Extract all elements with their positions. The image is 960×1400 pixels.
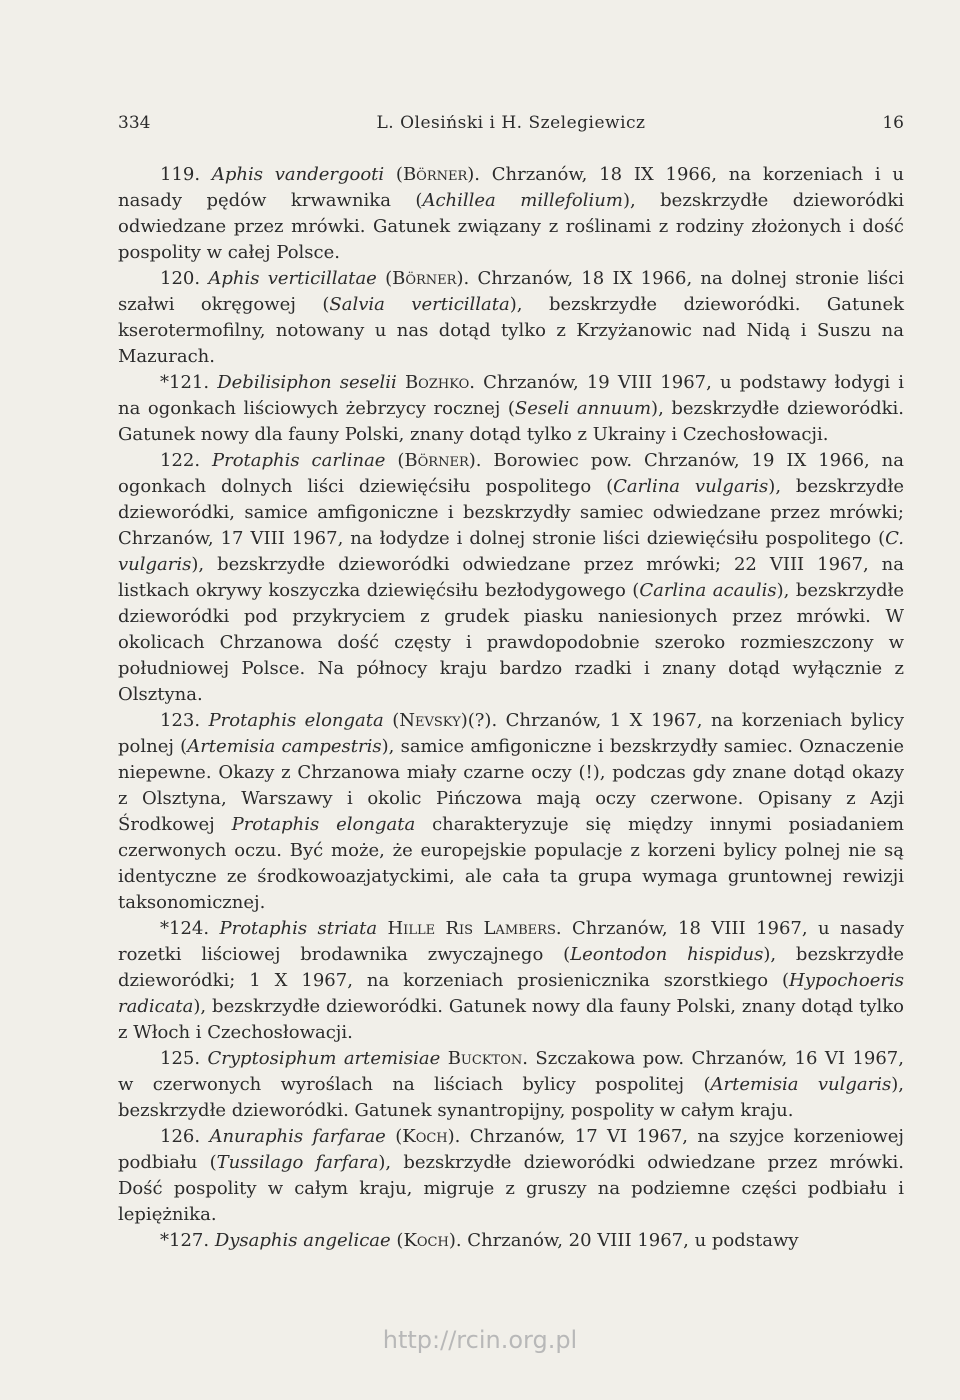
author-name: Börner: [402, 164, 468, 185]
text-run: )(?). Chrzanów, 1 X 1967, na korzeniach bylicy polnej (: [118, 710, 904, 757]
author-name: Koch: [403, 1230, 449, 1251]
text-run: ), samice amfigoniczne i bezskrzydły samiec. Oznaczenie niepewne. Okazy z Chrzanowa miały czarne oczy (!), podczas gdy znane dotąd okazy z Olsztyna, Warszawy i okolic Pińczowa mają oczy czerwone. Opisany z Azji Środkowej: [118, 736, 904, 835]
species-name: C. vulgaris: [118, 528, 904, 575]
text-run: 120.: [160, 268, 209, 289]
species-name: Protaphis carlinae: [212, 450, 386, 471]
entry-paragraph-124: [118, 916, 904, 1046]
entry-paragraph-126: [118, 1124, 904, 1228]
species-name: Achillea millefolium: [422, 190, 623, 211]
text-run: ), bezskrzydłe dzieworódki; 1 X 1967, na korzeniach prosienicznika szorstkiego (: [118, 944, 904, 991]
text-run: (: [383, 710, 400, 731]
text-run: ), bezskrzydłe dzieworódki. Gatunek nowy dla fauny Polski, znany dotąd tylko z Ukrainy i Czechosłowacji.: [118, 398, 904, 445]
text-run: ), bezskrzydłe dzieworódki pod przykryciem z grudek piasku naniesionych przez mrówki. W okolicach Chrzanowa dość częsty i prawdopodobnie szeroko rozmieszczony w południowej Polsce. Na północy kraju bardzo rzadki i znany dotąd wyłącznie z Olsztyna.: [118, 580, 904, 705]
author-name: Nevsky: [399, 710, 461, 731]
species-name: Artemisia vulgaris: [710, 1074, 892, 1095]
author-name: Koch: [402, 1126, 448, 1147]
species-name: Carlina vulgaris: [613, 476, 769, 497]
text-run: ), bezskrzydłe dzieworódki odwiedzane przez mrówki; 22 VIII 1967, na listkach okrywy koszyczka dziewięćsiłu bezłodygowego (: [118, 554, 904, 601]
text-run: 119.: [160, 164, 212, 185]
species-name: Debilisiphon seselii: [217, 372, 397, 393]
text-run: (: [385, 1126, 403, 1147]
author-name: Buckton: [447, 1048, 523, 1069]
text-run: (: [390, 1230, 404, 1251]
text-run: ). Chrzanów, 20 VIII 1967, u podstawy: [448, 1230, 799, 1251]
author-name: Hille Ris Lambers: [387, 918, 556, 939]
text-run: *127.: [160, 1230, 215, 1251]
text-run: (: [384, 164, 403, 185]
entry-paragraph-120: [118, 266, 904, 370]
species-name: Tussilago farfara: [216, 1152, 379, 1173]
page-header: [118, 111, 904, 135]
text-run: 123.: [160, 710, 209, 731]
text-run: ). Chrzanów, 18 IX 1966, na dolnej stronie liści szałwi okręgowej (: [118, 268, 904, 315]
text-run: charakteryzuje się między innymi posiadaniem czerwonych oczu. Być może, że europejskie populacje z korzeni bylicy polnej nie są identyczne ze środkowoazjatyckimi, ale cała ta grupa wymaga gruntownej rewizji taksonomicznej.: [118, 814, 904, 913]
species-name: Anuraphis farfarae: [209, 1126, 386, 1147]
species-name: Aphis vandergooti: [211, 164, 385, 185]
text-run: [377, 918, 387, 939]
entry-paragraph-123: [118, 708, 904, 916]
text-run: . Chrzanów, 19 VIII 1967, u podstawy łodygi i na ogonkach liściowych żebrzycy rocznej (: [118, 372, 904, 419]
text-run: ), bezskrzydłe dzieworódki, samice amfigoniczne i bezskrzydły samiec odwiedzane przez mrówki; Chrzanów, 17 VIII 1967, na łodydze i dolnej stronie liści dziewięćsiłu pospolitego (: [118, 476, 904, 549]
entry-paragraph-127: [118, 1228, 904, 1254]
text-run: ), bezskrzydłe dzieworódki odwiedzane przez mrówki. Gatunek związany z roślinami z rodziny złożonych i dość pospolity w całej Polsce.: [118, 190, 905, 263]
text-run: (: [376, 268, 393, 289]
species-name: Seseli annuum: [514, 398, 652, 419]
entry-paragraph-119: [118, 162, 904, 266]
entry-paragraph-125: [118, 1046, 904, 1124]
section-number: 16: [882, 113, 904, 133]
text-run: *124.: [160, 918, 220, 939]
species-name: Salvia verticillata: [329, 294, 510, 315]
text-run: . Chrzanów, 18 VIII 1967, u nasady rozetki liściowej brodawnika zwyczajnego (: [118, 918, 904, 965]
text-run: ). Chrzanów, 18 IX 1966, na korzeniach i u nasady pędów krwawnika (: [118, 164, 904, 211]
text-run: 122.: [160, 450, 212, 471]
author-name: Bozhko: [404, 372, 470, 393]
text-run: ). Chrzanów, 17 VI 1967, na szyjce korzeniowej podbiału (: [118, 1126, 904, 1173]
text-run: 125.: [160, 1048, 208, 1069]
species-name: Carlina acaulis: [639, 580, 777, 601]
species-name: Cryptosiphum artemisiae: [207, 1048, 441, 1069]
species-name: Hypochoeris radicata: [118, 970, 904, 1017]
text-run: *121.: [160, 372, 218, 393]
species-name: Aphis verticillatae: [208, 268, 377, 289]
text-run: . Szczakowa pow. Chrzanów, 16 VI 1967, w czerwonych wyroślach na liściach bylicy pospolitej (: [118, 1048, 904, 1095]
text-run: (: [385, 450, 405, 471]
text-run: ), bezskrzydłe dzieworódki odwiedzane przez mrówki. Dość pospolity w całym kraju, migruje z gruszy na podziemne części podbiału i lepiężnika.: [118, 1152, 904, 1225]
text-run: [397, 372, 405, 393]
author-name: Börner: [392, 268, 457, 289]
entry-paragraph-122: [118, 448, 904, 708]
text-run: ). Borowiec pow. Chrzanów, 19 IX 1966, na ogonkach dolnych liści dziewięćsiłu pospolitego (: [118, 450, 904, 497]
species-name: Protaphis elongata: [231, 814, 416, 835]
species-name: Protaphis striata: [219, 918, 378, 939]
species-name: Protaphis elongata: [208, 710, 384, 731]
text-run: ), bezskrzydłe dzieworódki. Gatunek kserotermofilny, notowany u nas dotąd tylko z Krzyżanowic nad Nidą i Suszu na Mazurach.: [118, 294, 905, 367]
running-head-authors: L. Olesiński i H. Szelegiewicz: [376, 113, 646, 133]
text-run: [440, 1048, 447, 1069]
text-run: 126.: [160, 1126, 210, 1147]
page-number: 334: [118, 113, 151, 133]
species-name: Leontodon hispidus: [570, 944, 764, 965]
article-body: [118, 162, 904, 1254]
text-run: ), bezskrzydłe dzieworódki. Gatunek synantropijny, pospolity w całym kraju.: [118, 1074, 904, 1121]
entry-paragraph-121: [118, 370, 904, 448]
author-name: Börner: [404, 450, 469, 471]
species-name: Dysaphis angelicae: [214, 1230, 391, 1251]
text-run: ), bezskrzydłe dzieworódki. Gatunek nowy dla fauny Polski, znany dotąd tylko z Włoch i Czechosłowacji.: [118, 996, 904, 1043]
species-name: Artemisia campestris: [187, 736, 382, 757]
watermark-url: http://rcin.org.pl: [382, 1326, 578, 1354]
